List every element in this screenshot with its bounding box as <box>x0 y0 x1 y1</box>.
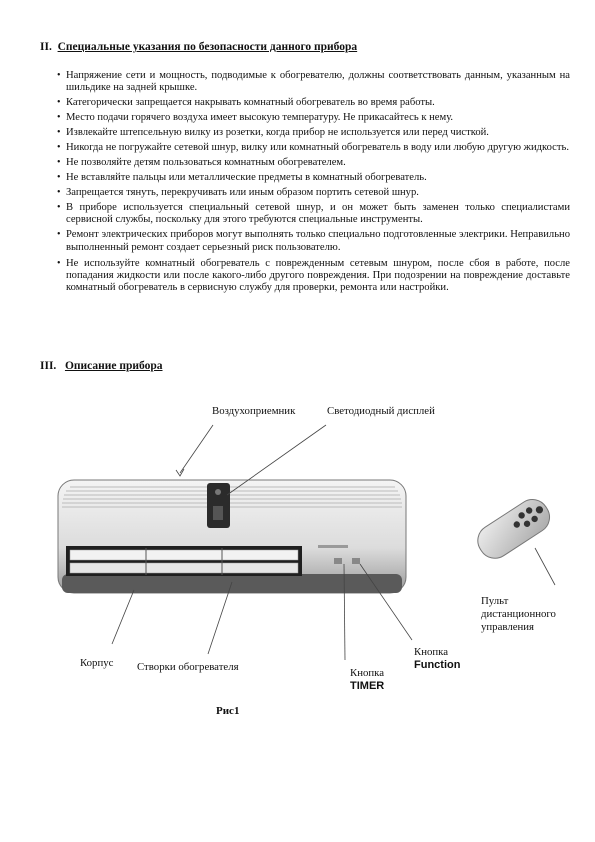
label-flaps: Створки обогревателя <box>137 661 239 673</box>
section-3-number: III. <box>40 360 57 372</box>
figure-caption: Рис1 <box>216 705 240 717</box>
safety-item: • Извлекайте штепсельную вилку из розетки, когда прибор не используется или перед чисткой. <box>40 127 570 139</box>
safety-item: • Никогда не погружайте сетевой шнур, вилку или комнатный обогреватель в воду или любую другую жидкость. <box>40 142 570 154</box>
label-body: Корпус <box>80 657 114 669</box>
section-2-number: II. <box>40 41 52 53</box>
section-3-title: Описание прибора <box>64 360 163 372</box>
label-timer-button <box>350 667 384 693</box>
safety-item: • Не используйте комнатный обогреватель с поврежденным сетевым шнуром, после сбоя в работе, после попадания жидкости или после какого-либо другого повреждения. При подозрении на повреждение доставьте комнатный обогреватель в сервисную службу для проверки, ремонта или настройки. <box>40 258 570 295</box>
label-function-line1: Кнопка <box>414 646 449 658</box>
safety-item: • Напряжение сети и мощность, подводимые к обогревателю, должны соответствовать данным, указанным на шильдике на задней крышке. <box>40 70 570 94</box>
safety-item: • Запрещается тянуть, перекручивать или иным образом портить сетевой шнур. <box>40 187 570 199</box>
safety-item: • Не позволяйте детям пользоваться комнатным обогревателем. <box>40 157 570 169</box>
section-2-title: Специальные указания по безопасности данного прибора <box>57 41 358 53</box>
label-function-button <box>414 646 460 672</box>
label-remote-line: дистанционного <box>481 608 556 620</box>
label-remote <box>481 595 556 634</box>
heater-unit <box>58 480 406 593</box>
safety-item: • Место подачи горячего воздуха имеет высокую температуру. Не прикасайтесь к нему. <box>40 112 570 124</box>
safety-item: • Категорически запрещается накрывать комнатный обогреватель во время работы. <box>40 97 570 109</box>
label-timer-line1: Кнопка <box>350 667 385 679</box>
remote-control <box>472 493 556 564</box>
label-remote-line: управления <box>481 621 535 633</box>
function-button <box>352 558 360 564</box>
timer-button <box>334 558 342 564</box>
safety-item: • Ремонт электрических приборов могут выполнять только специально подготовленные электрики. Неправильно выполненный ремонт создает серьезный риск пользователю. <box>40 229 570 253</box>
label-led-display: Светодиодный дисплей <box>327 405 435 417</box>
safety-item: • В приборе используется специальный сетевой шнур, и он может быть заменен только специалистами сервисной службы, поскольку для этого требуются специальные инструменты. <box>40 202 570 226</box>
safety-item: • Не вставляйте пальцы или металлические предметы в комнатный обогреватель. <box>40 172 570 184</box>
label-function-line2: Function <box>414 659 461 671</box>
label-air-intake: Воздухоприемник <box>212 405 296 417</box>
label-remote-line: Пульт <box>481 595 509 607</box>
label-timer-line2: TIMER <box>350 680 385 692</box>
